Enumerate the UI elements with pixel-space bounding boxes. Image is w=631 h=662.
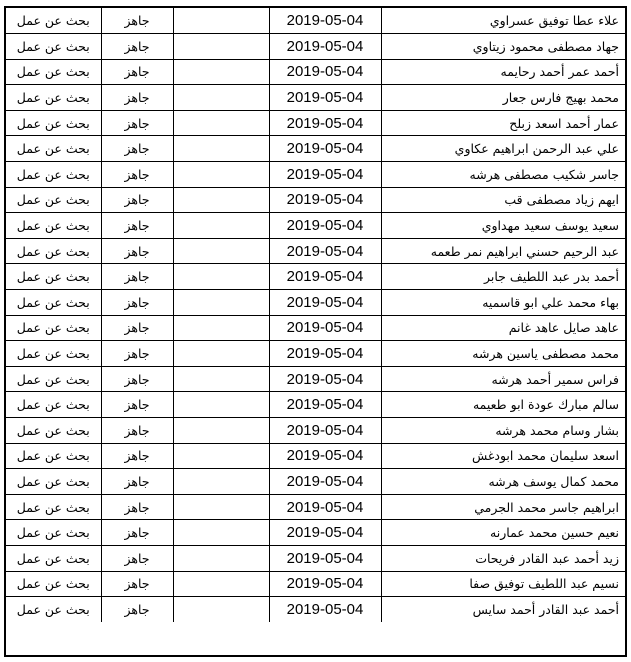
name-cell: سعيد يوسف سعيد مهداوي: [381, 213, 625, 239]
table-row: [6, 571, 625, 597]
status-cell: بحث عن عمل: [6, 290, 101, 316]
status-cell: بحث عن عمل: [6, 34, 101, 60]
status-cell: بحث عن عمل: [6, 213, 101, 239]
status-cell: بحث عن عمل: [6, 418, 101, 444]
table-row: [6, 443, 625, 469]
table-row: [6, 418, 625, 444]
name-cell: عمار أحمد اسعد زبلح: [381, 110, 625, 136]
name-cell: علي عبد الرحمن ابراهيم عكاوي: [381, 136, 625, 162]
date-cell: 2019-05-04: [269, 520, 381, 546]
blank-cell: [173, 110, 269, 136]
date-cell: 2019-05-04: [269, 213, 381, 239]
status-cell: بحث عن عمل: [6, 597, 101, 623]
status-cell: بحث عن عمل: [6, 85, 101, 111]
status-cell: بحث عن عمل: [6, 264, 101, 290]
status-cell: بحث عن عمل: [6, 8, 101, 34]
blank-cell: [173, 136, 269, 162]
table-row: [6, 8, 625, 34]
name-cell: أحمد عمر أحمد رحايمه: [381, 59, 625, 85]
ready-cell: جاهز: [101, 213, 173, 239]
blank-cell: [173, 34, 269, 60]
status-cell: بحث عن عمل: [6, 392, 101, 418]
name-cell: بشار وسام محمد هرشه: [381, 418, 625, 444]
name-cell: اسعد سليمان محمد ابودغش: [381, 443, 625, 469]
ready-cell: جاهز: [101, 59, 173, 85]
date-cell: 2019-05-04: [269, 238, 381, 264]
name-cell: زيد أحمد عبد القادر فريحات: [381, 545, 625, 571]
date-cell: 2019-05-04: [269, 571, 381, 597]
table-row: [6, 315, 625, 341]
ready-cell: جاهز: [101, 545, 173, 571]
status-cell: بحث عن عمل: [6, 187, 101, 213]
date-cell: 2019-05-04: [269, 366, 381, 392]
name-cell: أحمد بدر عبد اللطيف جابر: [381, 264, 625, 290]
table-row: [6, 34, 625, 60]
status-cell: بحث عن عمل: [6, 545, 101, 571]
table-row: [6, 290, 625, 316]
ready-cell: جاهز: [101, 8, 173, 34]
status-cell: بحث عن عمل: [6, 136, 101, 162]
date-cell: 2019-05-04: [269, 187, 381, 213]
blank-cell: [173, 315, 269, 341]
status-cell: بحث عن عمل: [6, 366, 101, 392]
date-cell: 2019-05-04: [269, 392, 381, 418]
blank-cell: [173, 238, 269, 264]
date-cell: 2019-05-04: [269, 110, 381, 136]
table-row: [6, 545, 625, 571]
ready-cell: جاهز: [101, 290, 173, 316]
name-cell: محمد كمال يوسف هرشه: [381, 469, 625, 495]
ready-cell: جاهز: [101, 187, 173, 213]
date-cell: 2019-05-04: [269, 162, 381, 188]
date-cell: 2019-05-04: [269, 34, 381, 60]
date-cell: 2019-05-04: [269, 8, 381, 34]
blank-cell: [173, 418, 269, 444]
name-cell: فراس سمير أحمد هرشه: [381, 366, 625, 392]
table-row: [6, 392, 625, 418]
ready-cell: جاهز: [101, 571, 173, 597]
name-cell: بهاء محمد علي ابو قاسميه: [381, 290, 625, 316]
date-cell: 2019-05-04: [269, 597, 381, 623]
blank-cell: [173, 59, 269, 85]
blank-cell: [173, 443, 269, 469]
ready-cell: جاهز: [101, 136, 173, 162]
name-cell: نعيم حسين محمد عمارنه: [381, 520, 625, 546]
blank-cell: [173, 571, 269, 597]
ready-cell: جاهز: [101, 494, 173, 520]
blank-cell: [173, 187, 269, 213]
name-cell: علاء عطا توفيق عسراوي: [381, 8, 625, 34]
document-sheet: [4, 6, 627, 657]
ready-cell: جاهز: [101, 418, 173, 444]
records-table-body: [6, 8, 625, 622]
status-cell: بحث عن عمل: [6, 494, 101, 520]
ready-cell: جاهز: [101, 264, 173, 290]
ready-cell: جاهز: [101, 34, 173, 60]
blank-cell: [173, 264, 269, 290]
blank-cell: [173, 341, 269, 367]
ready-cell: جاهز: [101, 597, 173, 623]
name-cell: أحمد عبد القادر أحمد سايس: [381, 597, 625, 623]
blank-cell: [173, 85, 269, 111]
table-row: [6, 238, 625, 264]
blank-cell: [173, 597, 269, 623]
table-row: [6, 162, 625, 188]
status-cell: بحث عن عمل: [6, 59, 101, 85]
name-cell: ابراهيم جاسر محمد الجرمي: [381, 494, 625, 520]
status-cell: بحث عن عمل: [6, 443, 101, 469]
ready-cell: جاهز: [101, 469, 173, 495]
table-row: [6, 187, 625, 213]
date-cell: 2019-05-04: [269, 494, 381, 520]
records-table: [6, 8, 625, 622]
table-row: [6, 520, 625, 546]
ready-cell: جاهز: [101, 315, 173, 341]
status-cell: بحث عن عمل: [6, 315, 101, 341]
blank-cell: [173, 469, 269, 495]
ready-cell: جاهز: [101, 443, 173, 469]
status-cell: بحث عن عمل: [6, 571, 101, 597]
name-cell: محمد بهيج فارس جعار: [381, 85, 625, 111]
ready-cell: جاهز: [101, 520, 173, 546]
date-cell: 2019-05-04: [269, 59, 381, 85]
table-row: [6, 494, 625, 520]
table-row: [6, 366, 625, 392]
blank-cell: [173, 162, 269, 188]
blank-cell: [173, 520, 269, 546]
name-cell: سالم مبارك عودة ابو طعيمه: [381, 392, 625, 418]
name-cell: عاهد صايل عاهد غانم: [381, 315, 625, 341]
name-cell: جهاد مصطفى محمود زيتاوي: [381, 34, 625, 60]
status-cell: بحث عن عمل: [6, 238, 101, 264]
date-cell: 2019-05-04: [269, 341, 381, 367]
ready-cell: جاهز: [101, 162, 173, 188]
date-cell: 2019-05-04: [269, 136, 381, 162]
blank-cell: [173, 366, 269, 392]
ready-cell: جاهز: [101, 366, 173, 392]
ready-cell: جاهز: [101, 341, 173, 367]
table-row: [6, 264, 625, 290]
status-cell: بحث عن عمل: [6, 469, 101, 495]
blank-cell: [173, 545, 269, 571]
ready-cell: جاهز: [101, 238, 173, 264]
name-cell: محمد مصطفى ياسين هرشه: [381, 341, 625, 367]
status-cell: بحث عن عمل: [6, 110, 101, 136]
date-cell: 2019-05-04: [269, 290, 381, 316]
table-row: [6, 136, 625, 162]
table-row: [6, 59, 625, 85]
name-cell: نسيم عبد اللطيف توفيق صفا: [381, 571, 625, 597]
table-row: [6, 85, 625, 111]
name-cell: عبد الرحيم حسني ابراهيم نمر طعمه: [381, 238, 625, 264]
ready-cell: جاهز: [101, 110, 173, 136]
blank-cell: [173, 8, 269, 34]
status-cell: بحث عن عمل: [6, 341, 101, 367]
blank-cell: [173, 392, 269, 418]
table-row: [6, 110, 625, 136]
date-cell: 2019-05-04: [269, 85, 381, 111]
status-cell: بحث عن عمل: [6, 162, 101, 188]
ready-cell: جاهز: [101, 392, 173, 418]
table-row: [6, 213, 625, 239]
blank-cell: [173, 213, 269, 239]
ready-cell: جاهز: [101, 85, 173, 111]
name-cell: ايهم زياد مصطفى قب: [381, 187, 625, 213]
blank-cell: [173, 290, 269, 316]
date-cell: 2019-05-04: [269, 418, 381, 444]
table-row: [6, 341, 625, 367]
blank-cell: [173, 494, 269, 520]
name-cell: جاسر شكيب مصطفى هرشه: [381, 162, 625, 188]
date-cell: 2019-05-04: [269, 315, 381, 341]
date-cell: 2019-05-04: [269, 264, 381, 290]
date-cell: 2019-05-04: [269, 469, 381, 495]
status-cell: بحث عن عمل: [6, 520, 101, 546]
table-row: [6, 469, 625, 495]
table-row: [6, 597, 625, 623]
date-cell: 2019-05-04: [269, 443, 381, 469]
date-cell: 2019-05-04: [269, 545, 381, 571]
